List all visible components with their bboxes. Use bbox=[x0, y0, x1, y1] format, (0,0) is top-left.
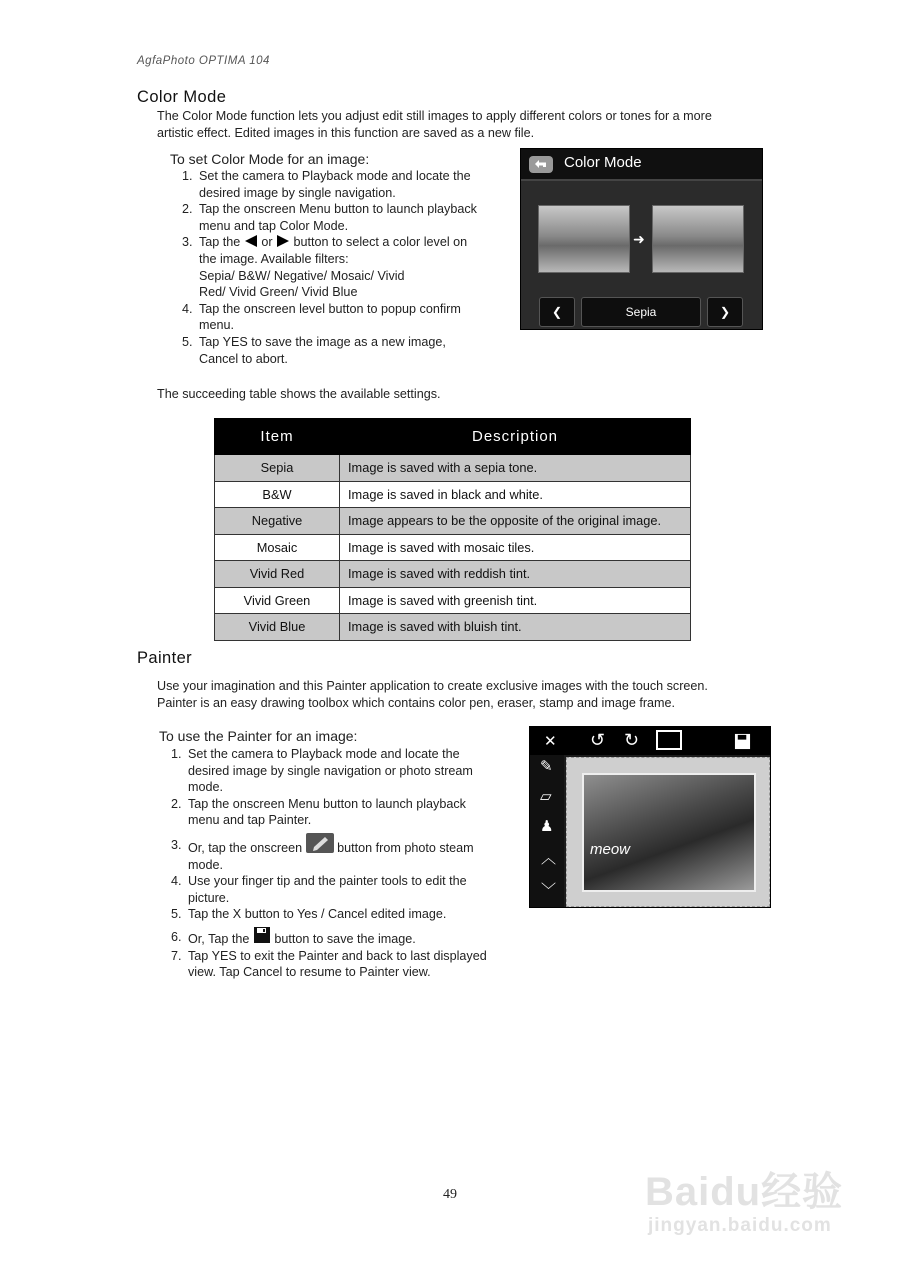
table-row bbox=[215, 614, 691, 641]
intro-line: Painter is an easy drawing toolbox which contains color pen, eraser, stamp and image frame. bbox=[157, 696, 676, 710]
intro-line: artistic effect. Edited images in this function are saved as a new file. bbox=[157, 126, 535, 140]
scroll-down-icon[interactable]: ﹀ bbox=[541, 882, 557, 899]
step-number: 7. bbox=[171, 948, 182, 963]
cell-item: B&W bbox=[215, 481, 340, 508]
step-number: 5. bbox=[171, 907, 182, 922]
step bbox=[159, 833, 529, 873]
intro-line: The Color Mode function lets you adjust edit still images to apply different colors or tones for a more bbox=[157, 109, 712, 123]
table-row bbox=[215, 534, 691, 561]
step bbox=[159, 948, 529, 981]
page-number: 49 bbox=[443, 1187, 457, 1202]
step-text: Or, tap the onscreen bbox=[188, 840, 303, 855]
step-number: 3. bbox=[171, 837, 182, 852]
intro-line: Use your imagination and this Painter application to create exclusive images with the touch screen. bbox=[157, 679, 708, 693]
screen-panel bbox=[521, 181, 762, 329]
step-number: 4. bbox=[171, 874, 182, 889]
next-filter-button[interactable]: ❯ bbox=[707, 297, 743, 327]
painter-intro bbox=[157, 678, 708, 712]
step-text: Use your finger tip and the painter tools to edit the bbox=[188, 874, 467, 889]
step bbox=[170, 234, 520, 300]
step-text: desired image by single navigation. bbox=[199, 185, 396, 200]
painter-screenshot bbox=[529, 726, 771, 908]
step-text: menu. bbox=[199, 318, 235, 333]
step-text: Tap the onscreen level button to popup confirm bbox=[199, 301, 461, 316]
step-text: Tap YES to save the image as a new image, bbox=[199, 334, 446, 349]
step-text: or bbox=[261, 235, 273, 250]
cell-description: Image is saved with mosaic tiles. bbox=[340, 534, 691, 561]
step-text: menu and tap Color Mode. bbox=[199, 218, 349, 233]
step-number: 1. bbox=[171, 747, 182, 761]
cell-item: Vivid Blue bbox=[215, 614, 340, 641]
color-mode-intro bbox=[157, 108, 712, 142]
step bbox=[159, 906, 529, 923]
cell-description: Image is saved with greenish tint. bbox=[340, 587, 691, 614]
original-image bbox=[538, 205, 630, 273]
cell-item: Sepia bbox=[215, 455, 340, 482]
step-text: Set the camera to Playback mode and locate the bbox=[188, 747, 460, 761]
watermark: Baidu经验 bbox=[645, 1170, 844, 1214]
scroll-up-icon[interactable]: ︿ bbox=[541, 850, 557, 867]
step-text: Or, Tap the bbox=[188, 931, 250, 946]
step bbox=[159, 926, 529, 948]
color-mode-subheading: To set Color Mode for an image: bbox=[170, 151, 370, 167]
table-row bbox=[215, 481, 691, 508]
painter-sidebar bbox=[530, 755, 564, 907]
step-number: 3. bbox=[182, 235, 193, 250]
step-number: 1. bbox=[182, 169, 193, 183]
step-number: 2. bbox=[171, 796, 182, 811]
color-mode-heading: Color Mode bbox=[137, 88, 227, 106]
prev-filter-button[interactable]: ❮ bbox=[539, 297, 575, 327]
cell-description: Image is saved with a sepia tone. bbox=[340, 455, 691, 482]
step-text: the image. Available filters: bbox=[199, 251, 349, 266]
step bbox=[170, 334, 520, 367]
cell-item: Negative bbox=[215, 508, 340, 535]
column-header-description: Description bbox=[340, 419, 691, 455]
step bbox=[170, 168, 520, 201]
step-text: mode. bbox=[188, 780, 224, 795]
table-header-row bbox=[215, 419, 691, 455]
step-text: Tap the X button to Yes / Cancel edited image. bbox=[188, 907, 447, 922]
step-text: Tap YES to exit the Painter and back to last displayed bbox=[188, 948, 487, 963]
stamp-text: meow bbox=[590, 841, 631, 858]
step-text: button from photo steam bbox=[337, 840, 474, 855]
cell-description: Image is saved with reddish tint. bbox=[340, 561, 691, 588]
edited-photo bbox=[582, 773, 756, 892]
pen-icon[interactable]: ✎ bbox=[540, 758, 553, 775]
painter-subheading: To use the Painter for an image: bbox=[159, 728, 358, 744]
step-text: Set the camera to Playback mode and locate the bbox=[199, 169, 471, 183]
save-icon[interactable] bbox=[734, 733, 751, 750]
step bbox=[159, 796, 529, 829]
back-icon bbox=[529, 156, 553, 173]
color-mode-screenshot bbox=[520, 148, 763, 330]
step-text: button to select a color level on bbox=[293, 235, 468, 250]
painter-button-icon bbox=[306, 833, 334, 853]
step-text: Tap the onscreen Menu button to launch playback bbox=[199, 202, 477, 217]
table-row bbox=[215, 587, 691, 614]
painter-toolbar bbox=[530, 727, 770, 755]
column-header-item: Item bbox=[215, 419, 340, 455]
close-icon[interactable]: ✕ bbox=[544, 733, 557, 750]
step bbox=[170, 301, 520, 334]
color-settings-table bbox=[214, 418, 691, 641]
table-row bbox=[215, 455, 691, 482]
step-text: view. Tap Cancel to resume to Painter view. bbox=[188, 965, 431, 980]
color-mode-steps bbox=[170, 168, 520, 367]
step-text: Red/ Vivid Green/ Vivid Blue bbox=[199, 285, 358, 300]
step bbox=[159, 746, 529, 796]
cell-description: Image is saved in black and white. bbox=[340, 481, 691, 508]
step-number: 2. bbox=[182, 202, 193, 217]
step-text: Tap the bbox=[199, 235, 241, 250]
step-text: Cancel to abort. bbox=[199, 351, 288, 366]
left-arrow-icon bbox=[244, 234, 258, 248]
arrow-right-icon: ➜ bbox=[633, 231, 645, 247]
filter-option-button[interactable]: Sepia bbox=[581, 297, 701, 327]
step-text: menu and tap Painter. bbox=[188, 813, 312, 828]
step-text: Sepia/ B&W/ Negative/ Mosaic/ Vivid bbox=[199, 268, 405, 283]
watermark-url: jingyan.baidu.com bbox=[648, 1215, 832, 1236]
painter-heading: Painter bbox=[137, 649, 193, 667]
cell-item: Vivid Green bbox=[215, 587, 340, 614]
running-header: AgfaPhoto OPTIMA 104 bbox=[137, 55, 270, 67]
step-text: Tap the onscreen Menu button to launch playback bbox=[188, 796, 466, 811]
table-row bbox=[215, 561, 691, 588]
frame-icon[interactable] bbox=[656, 730, 682, 750]
rotate-left-icon[interactable]: ↺ bbox=[590, 730, 606, 750]
table-row bbox=[215, 508, 691, 535]
stamp-icon[interactable]: ♟ bbox=[540, 818, 554, 835]
step-number: 6. bbox=[171, 929, 182, 944]
step-number: 4. bbox=[182, 301, 193, 316]
screen-title-bar bbox=[521, 149, 762, 181]
step-text: picture. bbox=[188, 890, 230, 905]
rotate-right-icon[interactable]: ↻ bbox=[624, 730, 640, 750]
cell-item: Vivid Red bbox=[215, 561, 340, 588]
save-icon bbox=[253, 926, 271, 944]
step-text: mode. bbox=[188, 857, 224, 872]
eraser-icon[interactable]: ▱ bbox=[540, 788, 552, 805]
step-text: button to save the image. bbox=[274, 931, 416, 946]
step-number: 5. bbox=[182, 334, 193, 349]
cell-description: Image appears to be the opposite of the original image. bbox=[340, 508, 691, 535]
cell-item: Mosaic bbox=[215, 534, 340, 561]
screen-title: Color Mode bbox=[564, 154, 642, 171]
painter-steps bbox=[159, 746, 529, 981]
preview-image bbox=[652, 205, 744, 273]
step-text: desired image by single navigation or photo stream bbox=[188, 763, 473, 778]
cell-description: Image is saved with bluish tint. bbox=[340, 614, 691, 641]
step bbox=[170, 201, 520, 234]
table-intro: The succeeding table shows the available settings. bbox=[157, 387, 441, 401]
step bbox=[159, 873, 529, 906]
right-arrow-icon bbox=[276, 234, 290, 248]
